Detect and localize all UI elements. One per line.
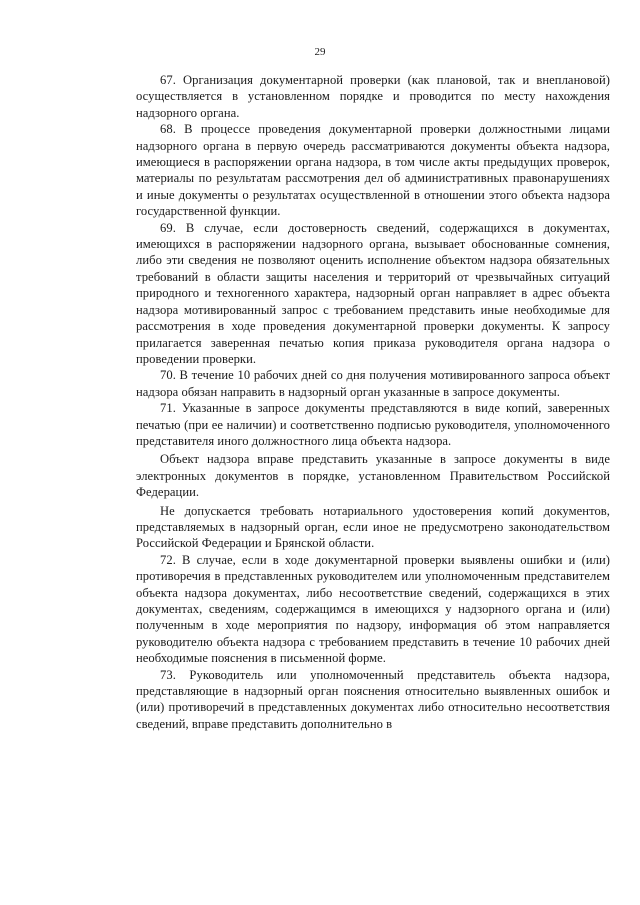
paragraph-68: 68. В процессе проведения документарной проверки должностными лицами надзорного органа в первую очередь рассматриваются документы объекта надзора, имеющиеся в распоряжении органа надзора, в том числе акты предыдущих проверок, материалы по результатам рассмотрения дел об административных правонарушениях и иные документы о результатах осуществленной в отношении этого объекта надзора государственной функции.	[136, 122, 610, 219]
paragraph-71-notary: Не допускается требовать нотариального удостоверения копий документов, представляемых в надзорный орган, если иное не предусмотрено законодательством Российской Федерации и Брянской области.	[136, 503, 610, 551]
paragraph-71-electronic-docs: Объект надзора вправе представить указанные в запросе документы в виде электронных документов в порядке, установленном Правительством Российской Федерации.	[136, 452, 610, 500]
paragraph-72: 72. В случае, если в ходе документарной проверки выявлены ошибки и (или) противоречия в представленных руководителем или уполномоченным представителем объекта надзора документах, либо несоответствие сведений, содержащихся в этих документах, сведениям, содержащимся в имеющихся у надзорного органа и (или) полученным в ходе мероприятия по надзору, информация об этом направляется руководителю объекта надзора с требованием представить в течение 10 рабочих дней необходимые пояснения в письменной форме.	[136, 552, 610, 666]
paragraph-71: 71. Указанные в запросе документы представляются в виде копий, заверенных печатью (при ее наличии) и соответственно подписью руководителя, уполномоченного представителя иного должностного лица объекта надзора.	[136, 401, 610, 448]
paragraph-73: 73. Руководитель или уполномоченный представитель объекта надзора, представляющие в надзорный орган пояснения относительно выявленных ошибок и (или) противоречий в представленных документах либо относительно несоответствия сведений, вправе представить дополнительно в	[136, 667, 610, 731]
paragraph-70: 70. В течение 10 рабочих дней со дня получения мотивированного запроса объект надзора обязан направить в надзорный орган указанные в запросе документы.	[136, 368, 610, 399]
paragraph-67: 67. Организация документарной проверки (как плановой, так и внеплановой) осуществляется в установленном порядке и проводится по месту нахождения надзорного органа.	[136, 73, 610, 120]
paragraph-69: 69. В случае, если достоверность сведений, содержащихся в документах, имеющихся в распоряжении надзорного органа, вызывает обоснованные сомнения, либо эти сведения не позволяют оценить исполнение объектом надзора обязательных требований в области защиты населения и территорий от чрезвычайных ситуаций природного и техногенного характера, надзорный орган направляет в адрес объекта надзора мотивированный запрос с требованием представить иные необходимые для рассмотрения в ходе проведения документарной проверки документы. К запросу прилагается заверенная печатью копия приказа руководителя органа надзора о проведении проверки.	[136, 220, 610, 366]
page-number: 29	[314, 46, 326, 58]
document-body	[136, 72, 610, 732]
